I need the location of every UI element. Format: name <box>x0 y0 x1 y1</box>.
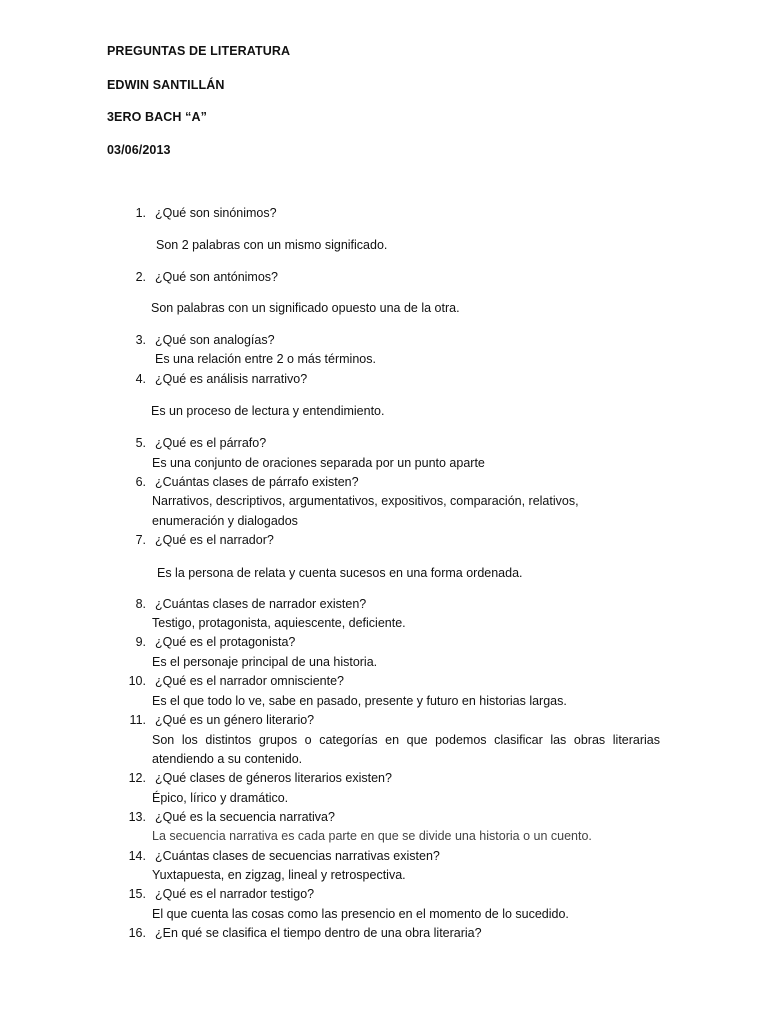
question-text: ¿En qué se clasifica el tiempo dentro de una obra literaria? <box>155 926 482 940</box>
question-text: ¿Qué es el protagonista? <box>155 635 296 649</box>
author-name: EDWIN SANTILLÁN <box>107 78 225 92</box>
question-text: ¿Cuántas clases de secuencias narrativas existen? <box>155 849 440 863</box>
item-number: 1. <box>135 206 146 220</box>
question-text: ¿Cuántas clases de narrador existen? <box>155 597 367 611</box>
item-number: 8. <box>135 597 146 611</box>
question-text: ¿Qué es el narrador testigo? <box>155 887 315 901</box>
item-number: 16. <box>128 926 146 940</box>
question-text: ¿Qué es un género literario? <box>155 713 315 727</box>
question-text: ¿Qué es el párrafo? <box>155 436 267 450</box>
item-number: 6. <box>135 475 146 489</box>
answer-text: Son palabras con un significado opuesto una de la otra. <box>151 301 460 315</box>
answer-text: La secuencia narrativa es cada parte en que se divide una historia o un cuento. <box>152 829 592 843</box>
course-label: 3ERO BACH “A” <box>107 110 207 124</box>
question-text: ¿Qué son antónimos? <box>155 270 278 284</box>
answer-text: Son los distintos grupos o categorías en que podemos clasificar las obras literarias <box>152 733 660 747</box>
answer-text: Es la persona de relata y cuenta sucesos en una forma ordenada. <box>157 566 523 580</box>
question-text: ¿Qué clases de géneros literarios existen? <box>155 771 392 785</box>
question-text: ¿Qué es el narrador omnisciente? <box>155 674 344 688</box>
document-date: 03/06/2013 <box>107 143 171 157</box>
question-text: ¿Qué es la secuencia narrativa? <box>155 810 335 824</box>
answer-text: Son 2 palabras con un mismo significado. <box>156 238 388 252</box>
document-title: PREGUNTAS DE LITERATURA <box>107 44 291 58</box>
answer-text: Yuxtapuesta, en zigzag, lineal y retrospectiva. <box>152 868 406 882</box>
answer-text: atendiendo a su contenido. <box>152 752 303 766</box>
answer-text: El que cuenta las cosas como las presencio en el momento de lo sucedido. <box>152 907 569 921</box>
answer-text: Testigo, protagonista, aquiescente, deficiente. <box>152 616 406 630</box>
answer-text: Es un proceso de lectura y entendimiento. <box>151 404 385 418</box>
item-number: 10. <box>128 674 146 688</box>
question-text: ¿Qué son sinónimos? <box>155 206 277 220</box>
item-number: 13. <box>128 810 146 824</box>
item-number: 4. <box>135 372 146 386</box>
item-number: 15. <box>128 887 146 901</box>
question-text: ¿Qué es el narrador? <box>155 533 274 547</box>
item-number: 5. <box>135 436 146 450</box>
answer-text: enumeración y dialogados <box>152 514 298 528</box>
question-text: ¿Cuántas clases de párrafo existen? <box>155 475 359 489</box>
question-text: ¿Qué es análisis narrativo? <box>155 372 308 386</box>
item-number: 11. <box>129 713 146 727</box>
item-number: 2. <box>135 270 146 284</box>
item-number: 14. <box>128 849 146 863</box>
answer-text: Narrativos, descriptivos, argumentativos, expositivos, comparación, relativos, <box>152 494 579 508</box>
question-text: ¿Qué son analogías? <box>155 333 275 347</box>
answer-text: Es una relación entre 2 o más términos. <box>155 352 376 366</box>
item-number: 12. <box>128 771 146 785</box>
answer-text: Es el que todo lo ve, sabe en pasado, presente y futuro en historias largas. <box>152 694 567 708</box>
answer-text: Es una conjunto de oraciones separada por un punto aparte <box>152 456 485 470</box>
item-number: 7. <box>135 533 146 547</box>
answer-text: Épico, lírico y dramático. <box>152 791 289 805</box>
answer-text: Es el personaje principal de una historia. <box>152 655 378 669</box>
item-number: 9. <box>135 635 146 649</box>
item-number: 3. <box>135 333 146 347</box>
